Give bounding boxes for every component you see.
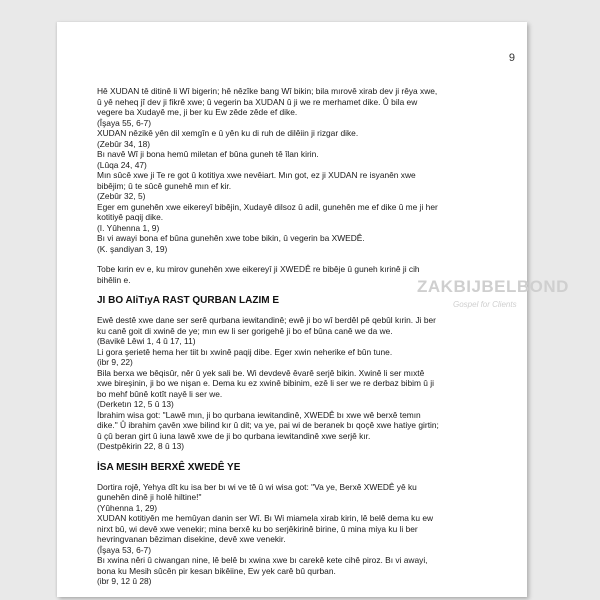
verse-reference: (K. şandiyan 3, 19) [97, 243, 168, 254]
verse-reference: (ibr 9, 22) [97, 357, 133, 367]
text-line: hevringvanan bêziman disekine, devê xwe venekir. [97, 534, 286, 544]
text-line: XUDAN nêzikê yên dil xemgîn e û yên ku di ruh de dilêiin ji rizgar dike. [97, 128, 359, 138]
text-line: XUDAN kotitiyên me hemûyan danin ser Wî. Bı Wi miamela xirab kirin, lê belê dema ku ew [97, 513, 434, 523]
text-line: Bı navê Wî ji bona hemû miletan ef bûna guneh tê îlan kirin. [97, 149, 319, 159]
text-line: kotitiyê paqij dike. [97, 212, 164, 222]
section-heading-lamb: İSA MESIH BERXÊ XWEDÊ YE [97, 461, 241, 473]
text-line: û çû beran girt û iuna lawê xwe de ji bo qurbana iewitandinê xwe serjê kır. [97, 430, 371, 441]
verse-reference: (Yûhenna 1, 29) [97, 502, 158, 513]
text-line: Hê XUDAN tê ditinê li Wî bigerin; hê nêzîke bang Wî bikin; bila mırovê xirab dev ji rêya xwe, [97, 86, 438, 96]
text-line: bona ku Mesih sûcên pir kesan bikêiine, Ew yek carê bû qurban. [97, 565, 336, 576]
section-sacrifice-verses [97, 315, 511, 452]
text-line: bibêjim; û te sûcê gunehê mın ef kir. [97, 180, 232, 191]
text-line: Li gora şerietê hema her tiit bı xwinê paqij dibe. Eger xwin neherike ef bûn tune. [97, 346, 393, 357]
text-line: û yê neheq jî dev ji fikrê xwe; û vegerin ba XUDAN û ji we re merhamet dike. Û bila ew [97, 96, 418, 107]
text-line: xwe bireşinin, ji bo we nişan e. Dema ku ez xwinê bibinim, ezê li ser we re derbaz bibim û ji [97, 378, 435, 388]
watermark-brand: ZAKBIJBELBOND [417, 277, 569, 296]
text-line: Bı vi awayi bona ef bûna gunehên xwe tobe bikin, û vegerin ba XWEDÊ. [97, 233, 365, 243]
section-lamb-verses [97, 482, 511, 587]
text-line: dike." Û ibrahim çavên xwe bilind kır û dit; va ye, pai wi de beranek bı qoçê xwe hatiye girtin; [97, 420, 439, 430]
verse-reference: (Lûqa 24, 47) [97, 159, 147, 170]
text-line: Mın sûcê xwe ji Te re got û kotitiya xwe nevêiart. Mın got, ez ji XUDAN re isyanên xwe [97, 170, 416, 180]
closing-statement: Tobe kırin ev e, ku mirov gunehên xwe eikereyî ji XWEDÊ re bibêje û guneh kırinê ji cih [97, 264, 420, 274]
text-line: İbrahim wisa got: "Lawê mın, ji bo qurbana iewitandinê, XWEDÊ bı xwe wê berxê temın [97, 409, 421, 420]
text-line: Bila berxa we bêqisûr, nêr û yek sali be. Wi devdevê êvarê serjê bikin. Xwinê li ser mıxtê [97, 367, 425, 378]
verse-reference: (Destpêkirin 22, 8 û 13) [97, 441, 185, 451]
text-line: Ewê destê xwe dane ser serê qurbana iewitandinê; ewê ji bo wî berdêl pê qebûl kırin. Ji ber [97, 315, 436, 325]
text-line: ku canê goit di xwinê de ye; mın ew li ser gorigehê ji bo ef bûna canê we da we. [97, 325, 393, 336]
verse-reference: (Îşaya 55, 6-7) [97, 117, 151, 128]
watermark-tagline: Gospel for Clients [453, 300, 517, 309]
section-heading-sacrifice: JI BO AIiTıyA RAST QURBAN LAZIM E [97, 295, 280, 306]
verse-reference: (I. Yûhenna 1, 9) [97, 222, 160, 233]
verse-reference: (Derketın 12, 5 û 13) [97, 399, 174, 409]
verse-reference: (Îşaya 53, 6-7) [97, 544, 151, 555]
text-line: vegere ba Xudayê me, ji ber ku Ew zêde zêde ef dike. [97, 107, 298, 117]
page-content [97, 86, 511, 587]
text-line: bo mehf bûnê kotît nayê li ser we. [97, 388, 223, 399]
book-page [57, 22, 569, 597]
page-number: 9 [508, 52, 515, 64]
verse-reference: (Zebûr 34, 18) [97, 138, 151, 149]
text-line: Bı xwina nêri û ciwangan nine, lê belê bı xwina xwe bı carekê kete cihê piroz. Bı vi awayi, [97, 555, 428, 565]
text-line: gunehên dinê ji holê hiltine!" [97, 492, 202, 502]
section-repentance-verses [97, 86, 511, 285]
verse-reference: (Zebûr 32, 5) [97, 191, 146, 201]
text-line: Eger em gunehên xwe eikereyî bibêjin, Xudayê dilsoz û adil, gunehên me ef dike û me ji her [97, 201, 438, 212]
verse-reference: (ibr 9, 12 û 28) [97, 576, 152, 586]
text-line: Dortira rojê, Yehya dît ku isa ber bı wi ve tê û wi wisa got: "Va ye, Berxê XWEDÊ yê ku [97, 481, 417, 492]
verse-reference: (Bavikê Lêwi 1, 4 û 17, 11) [97, 336, 196, 346]
text-line: nirxt bû, wi devê xwe venekir; mina berxê ku bo serjêkirinê birine, û mina miya ku li ber [97, 523, 418, 534]
closing-statement: bihêlin e. [97, 274, 131, 285]
